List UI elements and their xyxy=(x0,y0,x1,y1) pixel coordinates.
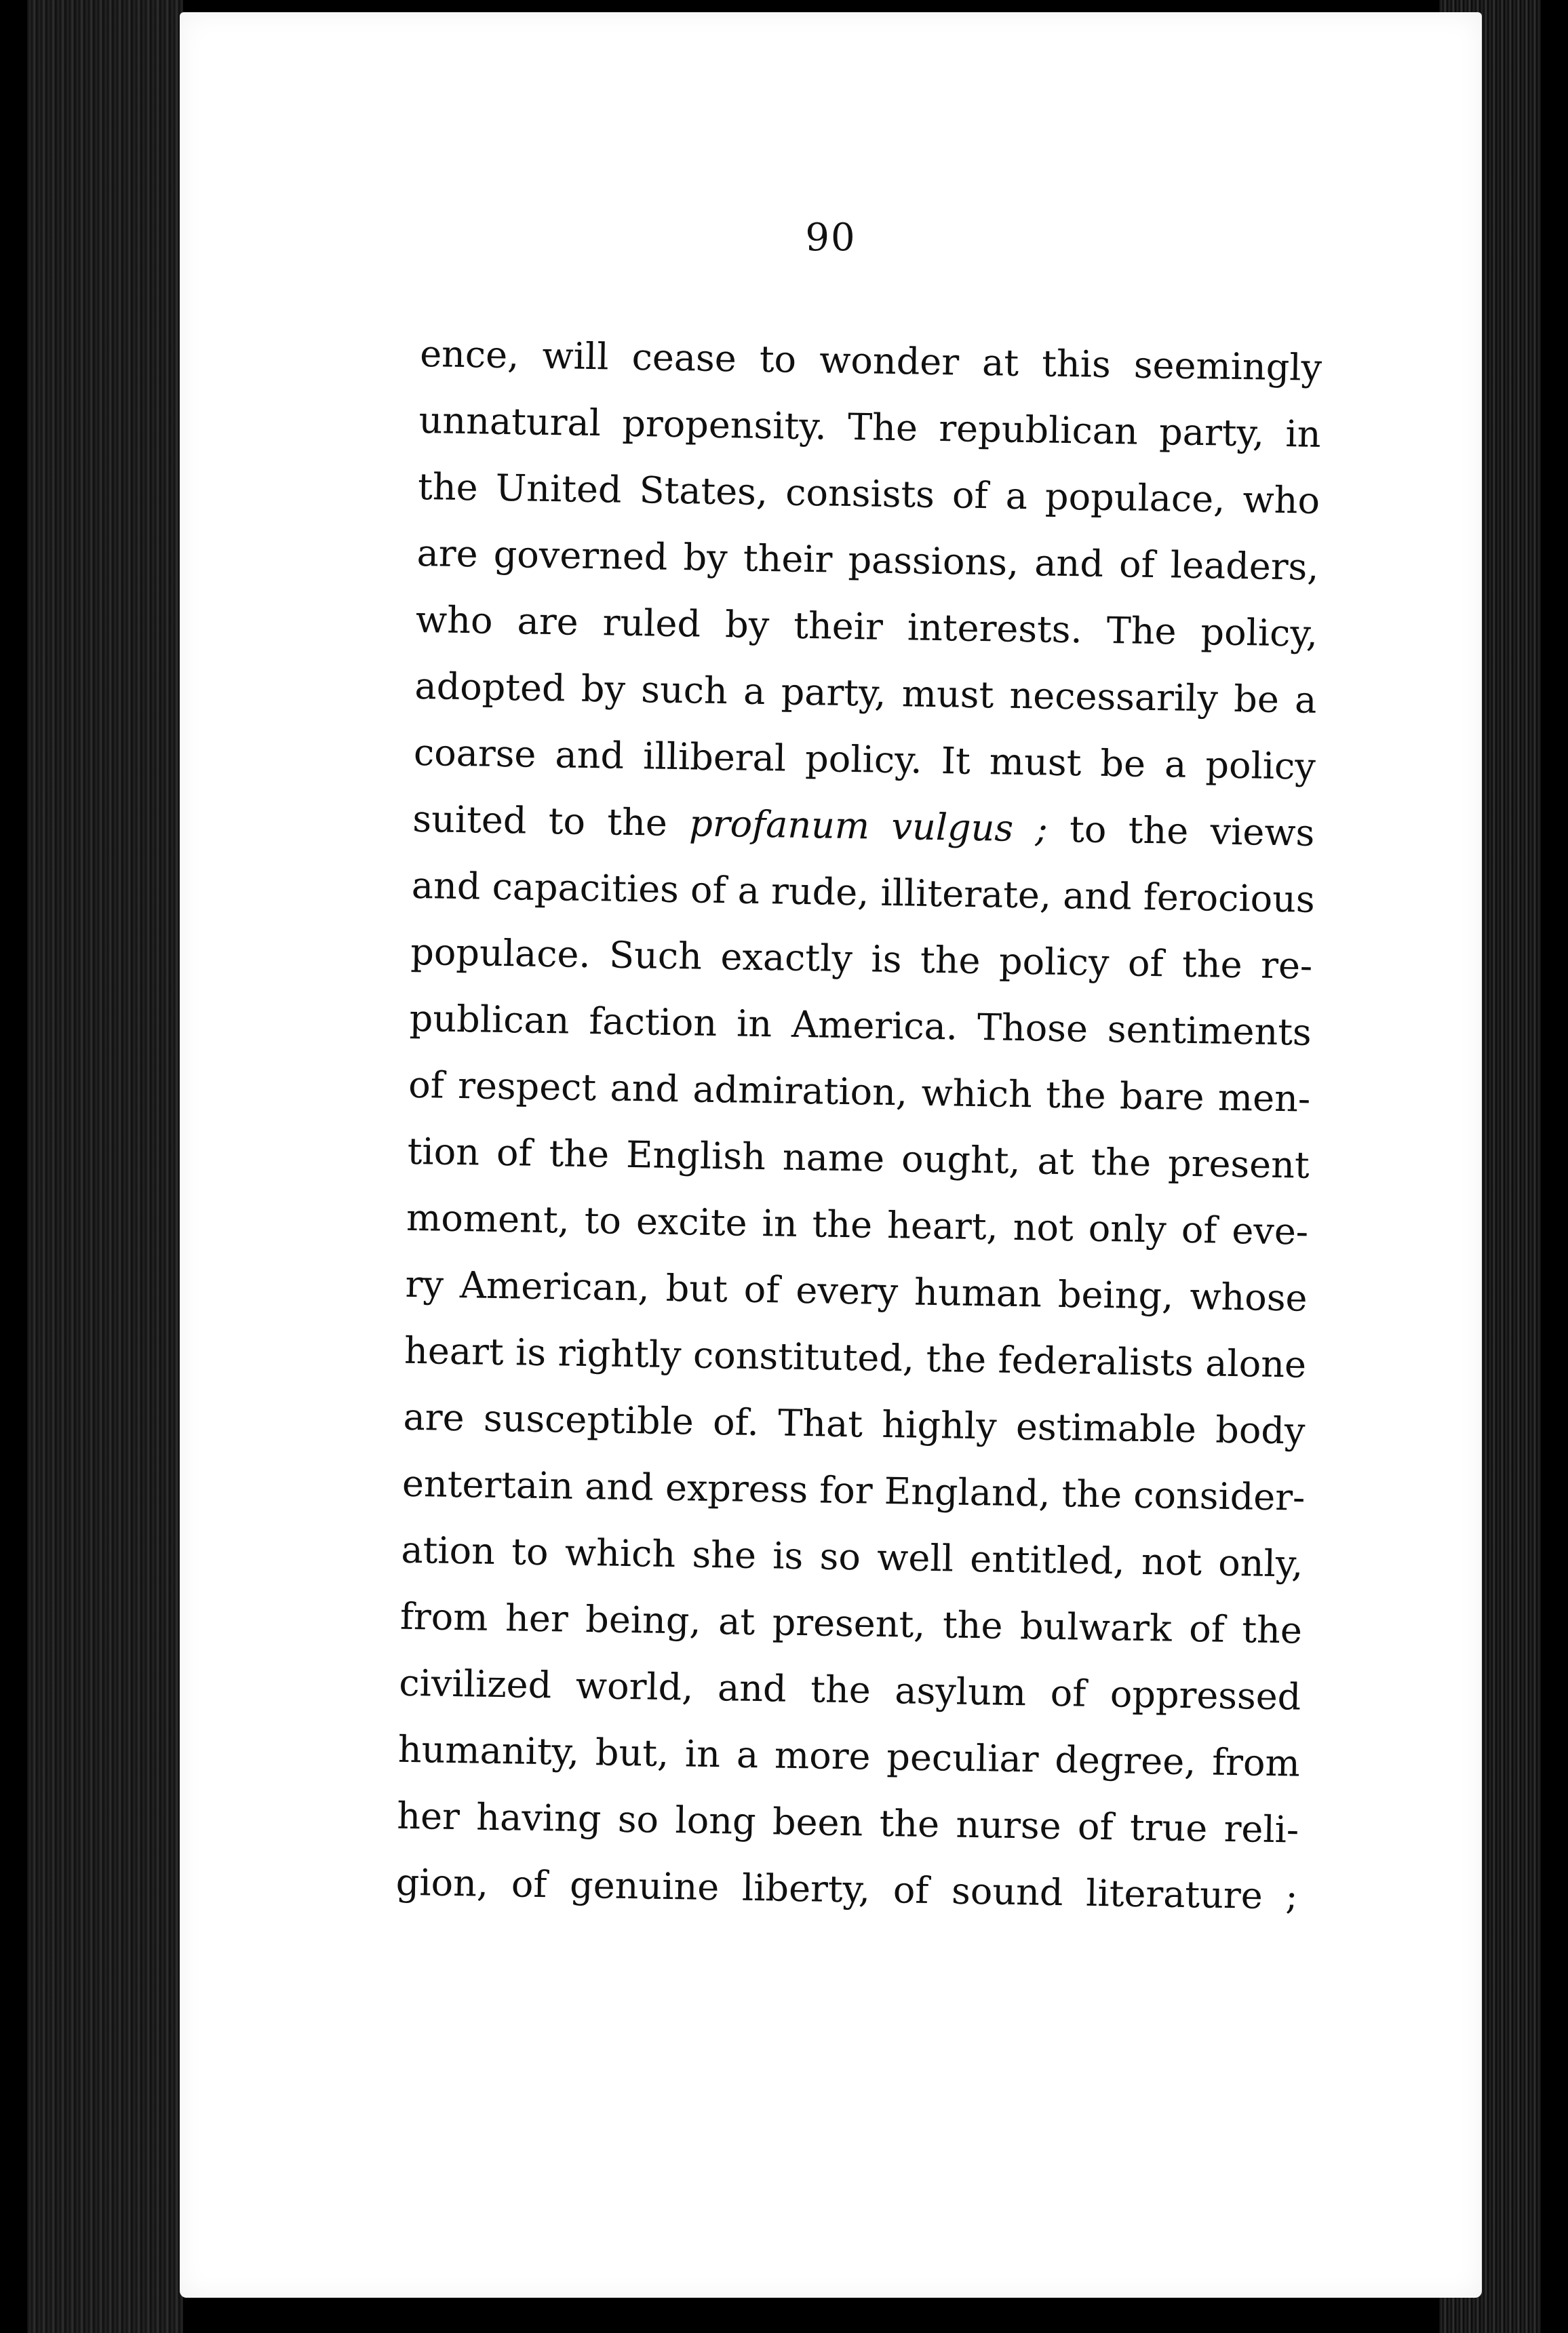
text-line: publican faction in America. Those sentiments xyxy=(409,996,1312,1054)
text-line: unnatural propensity. The republican party, in xyxy=(418,398,1322,456)
text-line: coarse and illiberal policy. It must be a policy xyxy=(413,730,1316,788)
text-line: gion, of genuine liberty, of sound literature ; xyxy=(395,1860,1299,1918)
text-line: ation to which she is so well entitled, not only, xyxy=(401,1528,1304,1586)
left-page-edges xyxy=(27,0,183,2333)
text-line: civilized world, and the asylum of oppressed xyxy=(398,1661,1301,1719)
text-line: ence, will cease to wonder at this seemingly xyxy=(419,332,1322,389)
text-line: moment, to excite in the heart, not only of eve- xyxy=(406,1196,1309,1253)
text-line: the United States, consists of a populace, who xyxy=(417,465,1320,522)
page-number: 90 xyxy=(805,216,857,260)
text-line: of respect and admiration, which the bare men- xyxy=(408,1063,1311,1120)
text-segment: to the views xyxy=(1047,807,1315,855)
page-sheet xyxy=(180,12,1482,2298)
text-line: are susceptible of. That highly estimable body xyxy=(403,1395,1306,1453)
text-line: humanity, but, in a more peculiar degree, from xyxy=(397,1727,1301,1785)
body-text xyxy=(395,321,1322,1930)
text-line: tion of the English name ought, at the present xyxy=(407,1129,1310,1187)
text-line: entertain and express for England, the consider- xyxy=(401,1462,1306,1519)
text-segment: suited to the xyxy=(412,797,690,845)
text-line: and capacities of a rude, illiterate, and ferocious xyxy=(411,863,1316,921)
text-line: from her being, at present, the bulwark of the xyxy=(399,1594,1303,1652)
text-line: are governed by their passions, and of leaders, xyxy=(416,531,1319,589)
text-line: her having so long been the nurse of true reli- xyxy=(396,1794,1299,1851)
text-line: populace. Such exactly is the policy of the re- xyxy=(410,930,1313,987)
text-line: ry American, but of every human being, whose xyxy=(405,1262,1308,1320)
text-line: who are ruled by their interests. The policy, xyxy=(415,597,1318,655)
italic-phrase: profanum vulgus ; xyxy=(688,802,1048,850)
text-line: heart is rightly constituted, the federalists alone xyxy=(404,1329,1307,1386)
text-line: adopted by such a party, must necessarily be a xyxy=(414,664,1317,722)
